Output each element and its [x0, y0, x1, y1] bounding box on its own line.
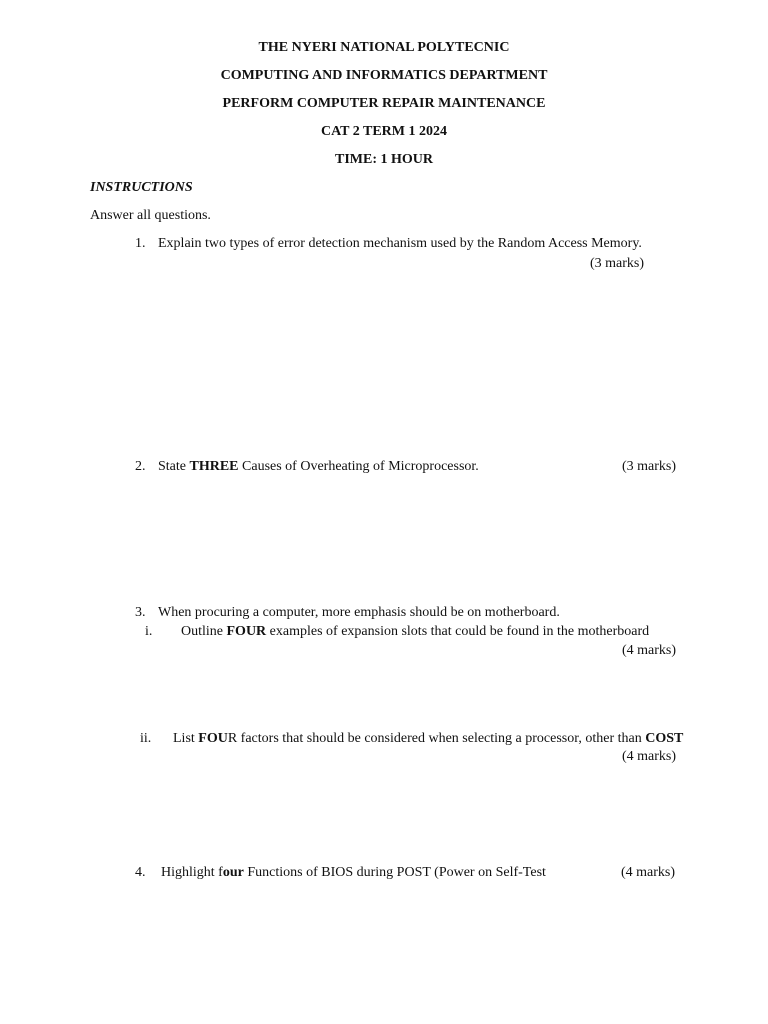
unit-title: PERFORM COMPUTER REPAIR MAINTENANCE [222, 96, 546, 111]
question-marks: (3 marks) [589, 256, 644, 271]
question-number: 2. [135, 459, 146, 474]
question-text: When procuring a computer, more emphasis should be on motherboard. [158, 605, 560, 620]
part-marks: (4 marks) [621, 749, 676, 764]
question-text-part: State [158, 459, 190, 474]
part-text-piece: Outline [181, 624, 227, 639]
question-text: Explain two types of error detection mechanism used by the Random Access Memory. [158, 236, 642, 251]
part-text-piece: examples of expansion slots that could be found in the motherboard [266, 624, 650, 639]
part-number: ii. [140, 731, 152, 746]
institution-title: THE NYERI NATIONAL POLYTECNIC [258, 40, 510, 55]
part-text [181, 623, 649, 641]
time-title: TIME: 1 HOUR [335, 152, 433, 167]
question-number: 3. [135, 605, 146, 620]
question-number: 1. [135, 236, 146, 251]
part-text-piece: R factors that should be considered when selecting a processor, other than [227, 731, 646, 746]
question-marks: (4 marks) [620, 865, 675, 880]
question-text-emphasis: our [222, 865, 244, 880]
part-text-piece: List [173, 731, 199, 746]
department-title: COMPUTING AND INFORMATICS DEPARTMENT [220, 68, 548, 83]
question-text [161, 864, 546, 882]
question-text-emphasis: THREE [189, 459, 239, 474]
question-text-part: Causes of Overheating of Microprocessor. [238, 459, 479, 474]
assessment-title: CAT 2 TERM 1 2024 [320, 124, 447, 139]
question-text [158, 458, 479, 476]
part-text-emphasis: COST [645, 731, 684, 746]
part-text-emphasis: FOU [198, 731, 228, 746]
part-number: i. [145, 624, 153, 639]
question-marks: (3 marks) [621, 459, 676, 474]
part-marks: (4 marks) [621, 643, 676, 658]
part-text [173, 730, 683, 748]
instructions-heading: INSTRUCTIONS [90, 180, 193, 195]
question-text-part: Functions of BIOS during POST (Power on Self-Test [243, 865, 546, 880]
instructions-text: Answer all questions. [90, 208, 211, 223]
part-text-emphasis: FOUR [226, 624, 267, 639]
question-number: 4. [135, 865, 146, 880]
question-text-part: Highlight f [161, 865, 223, 880]
